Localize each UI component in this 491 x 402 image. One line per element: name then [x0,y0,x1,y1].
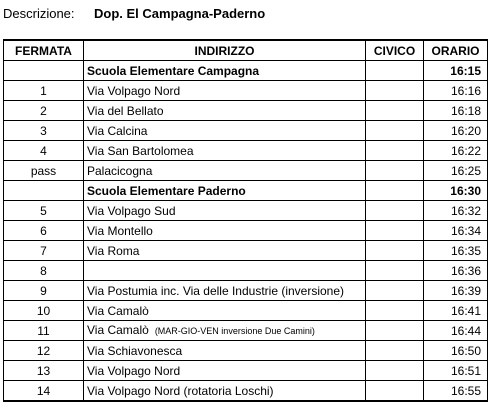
table-row [4,201,488,221]
stop-address: Via Calcina [87,123,148,138]
stop-address: Via Volpago Nord [87,83,181,98]
stop-number: 13 [4,361,84,381]
schedule-body [4,61,488,402]
table-row [4,241,488,261]
table-row [4,281,488,301]
stop-number: 7 [4,241,84,261]
stop-address-cell [84,241,366,261]
stop-civic-number [366,381,424,402]
stop-civic-number [366,181,424,201]
stop-address-cell [84,261,366,281]
stop-number: 12 [4,341,84,361]
stop-address: Via Camalò [87,323,149,337]
stop-address: Palacicogna [87,163,153,178]
stop-time: 16:16 [424,81,488,101]
stop-address: Via Volpago Sud [87,203,176,218]
stop-civic-number [366,101,424,121]
table-row [4,121,488,141]
stop-time: 16:44 [424,321,488,341]
stop-number [4,181,84,201]
stop-time: 16:25 [424,161,488,181]
stop-address-cell [84,221,366,241]
stop-address: Via Camalò [87,303,149,318]
stop-address-cell [84,101,366,121]
stop-address: Via Postumia inc. Via delle Industrie (inversione) [87,283,345,298]
stop-number: 5 [4,201,84,221]
table-row [4,321,488,341]
stop-civic-number [366,161,424,181]
table-row [4,341,488,361]
stop-time: 16:39 [424,281,488,301]
column-header-civico: CIVICO [366,40,424,61]
stop-address: Via del Bellato [87,103,164,118]
stop-number: 6 [4,221,84,241]
stop-address-cell [84,161,366,181]
stop-address-cell [84,61,366,81]
stop-time: 16:36 [424,261,488,281]
table-row [4,381,488,402]
stop-address: Scuola Elementare Paderno [87,183,246,198]
stop-time: 16:18 [424,101,488,121]
stop-note: (MAR-GIO-VEN inversione Due Camini) [154,326,315,336]
stop-civic-number [366,241,424,261]
stop-number: 9 [4,281,84,301]
stop-time: 16:15 [424,61,488,81]
stop-number: 11 [4,321,84,341]
stop-number: 14 [4,381,84,402]
stop-civic-number [366,121,424,141]
description-value: Dop. El Campagna-Paderno [94,5,266,21]
stop-civic-number [366,301,424,321]
column-header-fermata: FERMATA [4,40,84,61]
stop-civic-number [366,141,424,161]
table-row [4,141,488,161]
stop-time: 16:41 [424,301,488,321]
stop-address-cell [84,361,366,381]
stop-civic-number [366,81,424,101]
header-row [4,40,488,61]
stop-address: Via Roma [87,243,140,258]
stop-address: Via Volpago Nord (rotatoria Loschi) [87,383,274,398]
stop-time: 16:34 [424,221,488,241]
table-row [4,81,488,101]
table-row [4,181,488,201]
table-row [4,101,488,121]
stop-address-cell [84,341,366,361]
stop-civic-number [366,201,424,221]
table-row [4,301,488,321]
description-label: Descrizione: [3,5,75,21]
stop-number: pass [4,161,84,181]
stop-address-cell [84,181,366,201]
stop-time: 16:22 [424,141,488,161]
stop-number: 8 [4,261,84,281]
stop-time: 16:32 [424,201,488,221]
stop-address-cell [84,141,366,161]
table-row [4,261,488,281]
stop-civic-number [366,281,424,301]
stop-address: Via Schiavonesca [87,343,183,358]
stop-civic-number [366,321,424,341]
stop-number: 4 [4,141,84,161]
stop-time: 16:51 [424,361,488,381]
stop-civic-number [366,61,424,81]
column-header-indirizzo: INDIRIZZO [84,40,366,61]
table-row [4,161,488,181]
stop-civic-number [366,261,424,281]
column-header-orario: ORARIO [424,40,488,61]
stop-number [4,61,84,81]
stop-address-cell [84,81,366,101]
stop-address-cell [84,281,366,301]
stop-time: 16:30 [424,181,488,201]
stop-time: 16:35 [424,241,488,261]
stop-number: 1 [4,81,84,101]
stop-number: 3 [4,121,84,141]
stop-civic-number [366,341,424,361]
stop-address: Via San Bartolomea [87,143,194,158]
stop-number: 10 [4,301,84,321]
stop-address: Via Montello [87,223,153,238]
table-row [4,221,488,241]
stop-address-cell [84,121,366,141]
stop-address-cell [84,201,366,221]
schedule-table [3,39,488,402]
stop-address: Scuola Elementare Campagna [87,63,260,78]
stop-civic-number [366,221,424,241]
description-header [3,3,265,23]
stop-time: 16:50 [424,341,488,361]
stop-civic-number [366,361,424,381]
stop-address-cell [84,321,366,341]
table-row [4,61,488,81]
stop-address-cell [84,381,366,402]
stop-number: 2 [4,101,84,121]
table-row [4,361,488,381]
stop-address: Via Volpago Nord [87,363,181,378]
stop-time: 16:55 [424,381,488,402]
stop-time: 16:20 [424,121,488,141]
stop-address-cell [84,301,366,321]
